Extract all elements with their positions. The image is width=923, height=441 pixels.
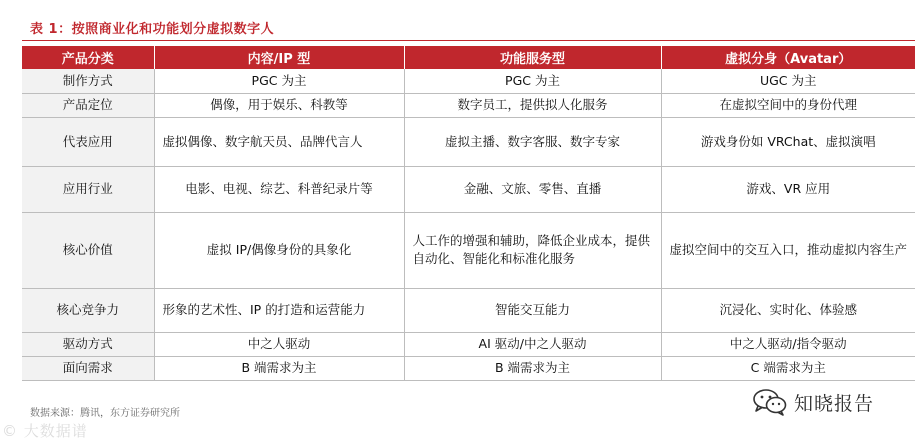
header-functional-service: 功能服务型 bbox=[404, 46, 661, 69]
table-row bbox=[22, 332, 915, 356]
table-cell: 电影、电视、综艺、科普纪录片等 bbox=[154, 166, 404, 212]
caption-divider bbox=[22, 40, 915, 41]
row-label: 产品定位 bbox=[22, 93, 154, 117]
row-label: 驱动方式 bbox=[22, 332, 154, 356]
row-label: 核心竞争力 bbox=[22, 288, 154, 332]
table-cell: 在虚拟空间中的身份代理 bbox=[661, 93, 915, 117]
table-cell: 沉浸化、实时化、体验感 bbox=[661, 288, 915, 332]
header-avatar: 虚拟分身（Avatar） bbox=[661, 46, 915, 69]
table-cell: 数字员工，提供拟人化服务 bbox=[404, 93, 661, 117]
row-label: 应用行业 bbox=[22, 166, 154, 212]
table-cell: 智能交互能力 bbox=[404, 288, 661, 332]
table-cell: B 端需求为主 bbox=[404, 356, 661, 380]
table-cell: 中之人驱动 bbox=[154, 332, 404, 356]
table-cell: 人工作的增强和辅助，降低企业成本，提供自动化、智能化和标准化服务 bbox=[404, 212, 661, 288]
comparison-table bbox=[22, 46, 915, 381]
watermark-text: 知晓报告 bbox=[794, 392, 875, 415]
row-label: 面向需求 bbox=[22, 356, 154, 380]
table-row bbox=[22, 117, 915, 166]
table-row bbox=[22, 166, 915, 212]
table-caption: 表 1：按照商业化和功能划分虚拟数字人 bbox=[30, 22, 275, 37]
table-header-row bbox=[22, 46, 915, 69]
row-label: 核心价值 bbox=[22, 212, 154, 288]
table-cell: PGC 为主 bbox=[154, 69, 404, 93]
table-cell: 形象的艺术性、IP 的打造和运营能力 bbox=[154, 288, 404, 332]
watermark-right bbox=[752, 387, 874, 417]
table-cell: 虚拟 IP/偶像身份的具象化 bbox=[154, 212, 404, 288]
table-cell: 虚拟空间中的交互入口，推动虚拟内容生产 bbox=[661, 212, 915, 288]
table-row bbox=[22, 93, 915, 117]
table-row bbox=[22, 212, 915, 288]
wechat-icon bbox=[752, 388, 788, 416]
table-cell: UGC 为主 bbox=[661, 69, 915, 93]
header-category: 产品分类 bbox=[22, 46, 154, 69]
source-note: 数据来源：腾讯，东方证券研究所 bbox=[30, 408, 180, 419]
table-cell: C 端需求为主 bbox=[661, 356, 915, 380]
table-cell: 游戏、VR 应用 bbox=[661, 166, 915, 212]
table-cell: PGC 为主 bbox=[404, 69, 661, 93]
row-label: 代表应用 bbox=[22, 117, 154, 166]
table-row bbox=[22, 356, 915, 380]
table-cell: 虚拟主播、数字客服、数字专家 bbox=[404, 117, 661, 166]
table-cell: B 端需求为主 bbox=[154, 356, 404, 380]
table-cell: 偶像，用于娱乐、科教等 bbox=[154, 93, 404, 117]
row-label: 制作方式 bbox=[22, 69, 154, 93]
table-cell: 游戏身份如 VRChat、虚拟演唱 bbox=[661, 117, 915, 166]
table-cell: AI 驱动/中之人驱动 bbox=[404, 332, 661, 356]
table-row bbox=[22, 288, 915, 332]
watermark-left: © 大数据谱 bbox=[2, 422, 88, 440]
table-cell: 金融、文旅、零售、直播 bbox=[404, 166, 661, 212]
table-cell: 中之人驱动/指令驱动 bbox=[661, 332, 915, 356]
table-cell: 虚拟偶像、数字航天员、品牌代言人 bbox=[154, 117, 404, 166]
table-row bbox=[22, 69, 915, 93]
header-content-ip: 内容/IP 型 bbox=[154, 46, 404, 69]
